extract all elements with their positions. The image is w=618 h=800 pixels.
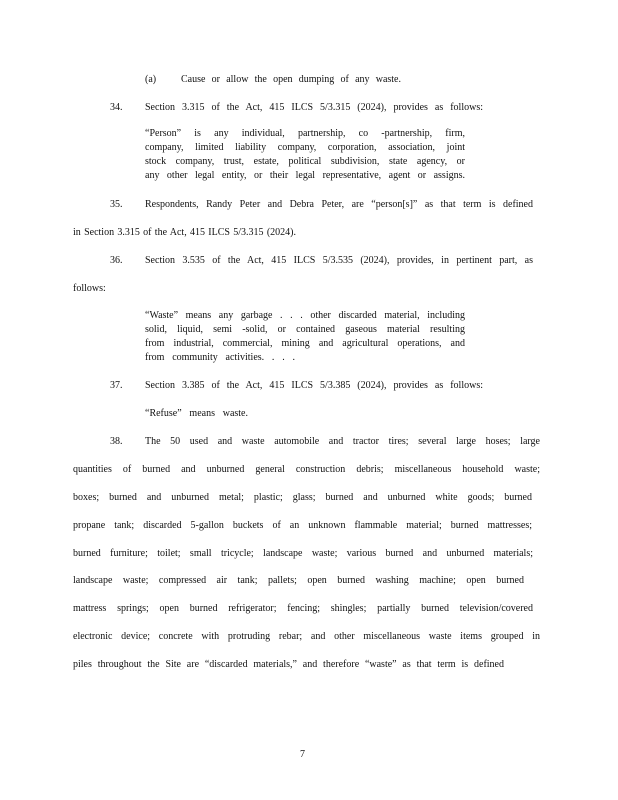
para-35-number: 35.	[110, 199, 123, 210]
para-36-quote-line: “Waste” means any garbage . . . other discarded material, including	[145, 310, 465, 321]
para-38-line: The 50 used and waste automobile and tractor tires; several large hoses; large	[145, 436, 540, 447]
para-34-quote-line: company, limited liability company, corporation, association, joint	[145, 142, 465, 153]
para-38-number: 38.	[110, 436, 123, 447]
para-34-number: 34.	[110, 102, 123, 113]
para-34-quote-line: “Person” is any individual, partnership, co -partnership, firm,	[145, 128, 465, 139]
para-35-line: Respondents, Randy Peter and Debra Peter, are “person[s]” as that term is defined	[145, 199, 533, 210]
para-38-line: boxes; burned and unburned metal; plastic; glass; burned and unburned white goods; burned	[73, 492, 532, 503]
paragraph-a-label: (a)	[145, 74, 157, 85]
para-36-number: 36.	[110, 255, 123, 266]
para-36-line: Section 3.535 of the Act, 415 ILCS 5/3.535 (2024), provides, in pertinent part, as	[145, 255, 533, 266]
para-37-number: 37.	[110, 380, 123, 391]
para-34-quote-line: any other legal entity, or their legal representative, agent or assigns.	[145, 170, 465, 181]
para-38-line: mattress springs; open burned refrigerator; fencing; shingles; partially burned television/covered	[73, 603, 533, 614]
page-number: 7	[300, 749, 305, 760]
para-36-quote-line: from industrial, commercial, mining and agricultural operations, and	[145, 338, 465, 349]
para-36-quote-line: solid, liquid, semi -solid, or contained gaseous material resulting	[145, 324, 465, 335]
para-38-line: landscape waste; compressed air tank; pallets; open burned washing machine; open burned	[73, 575, 524, 586]
para-37-quote: “Refuse” means waste.	[145, 408, 248, 419]
para-36-quote-line: from community activities. . . .	[145, 352, 295, 363]
para-34-text: Section 3.315 of the Act, 415 ILCS 5/3.315 (2024), provides as follows:	[145, 102, 483, 113]
para-38-line: piles throughout the Site are “discarded materials,” and therefore “waste” as that term is defined	[73, 659, 504, 670]
para-37-text: Section 3.385 of the Act, 415 ILCS 5/3.385 (2024), provides as follows:	[145, 380, 483, 391]
para-34-quote-line: stock company, trust, estate, political subdivision, state agency, or	[145, 156, 465, 167]
para-36-line: follows:	[73, 283, 106, 294]
para-35-line: in Section 3.315 of the Act, 415 ILCS 5/3.315 (2024).	[73, 227, 296, 238]
para-38-line: electronic device; concrete with protruding rebar; and other miscellaneous waste items grouped in	[73, 631, 540, 642]
paragraph-a-text: Cause or allow the open dumping of any waste.	[181, 74, 401, 85]
para-38-line: quantities of burned and unburned general construction debris; miscellaneous household waste;	[73, 464, 540, 475]
para-38-line: propane tank; discarded 5-gallon buckets of an unknown flammable material; burned mattresses;	[73, 520, 532, 531]
para-38-line: burned furniture; toilet; small tricycle; landscape waste; various burned and unburned materials;	[73, 548, 533, 559]
